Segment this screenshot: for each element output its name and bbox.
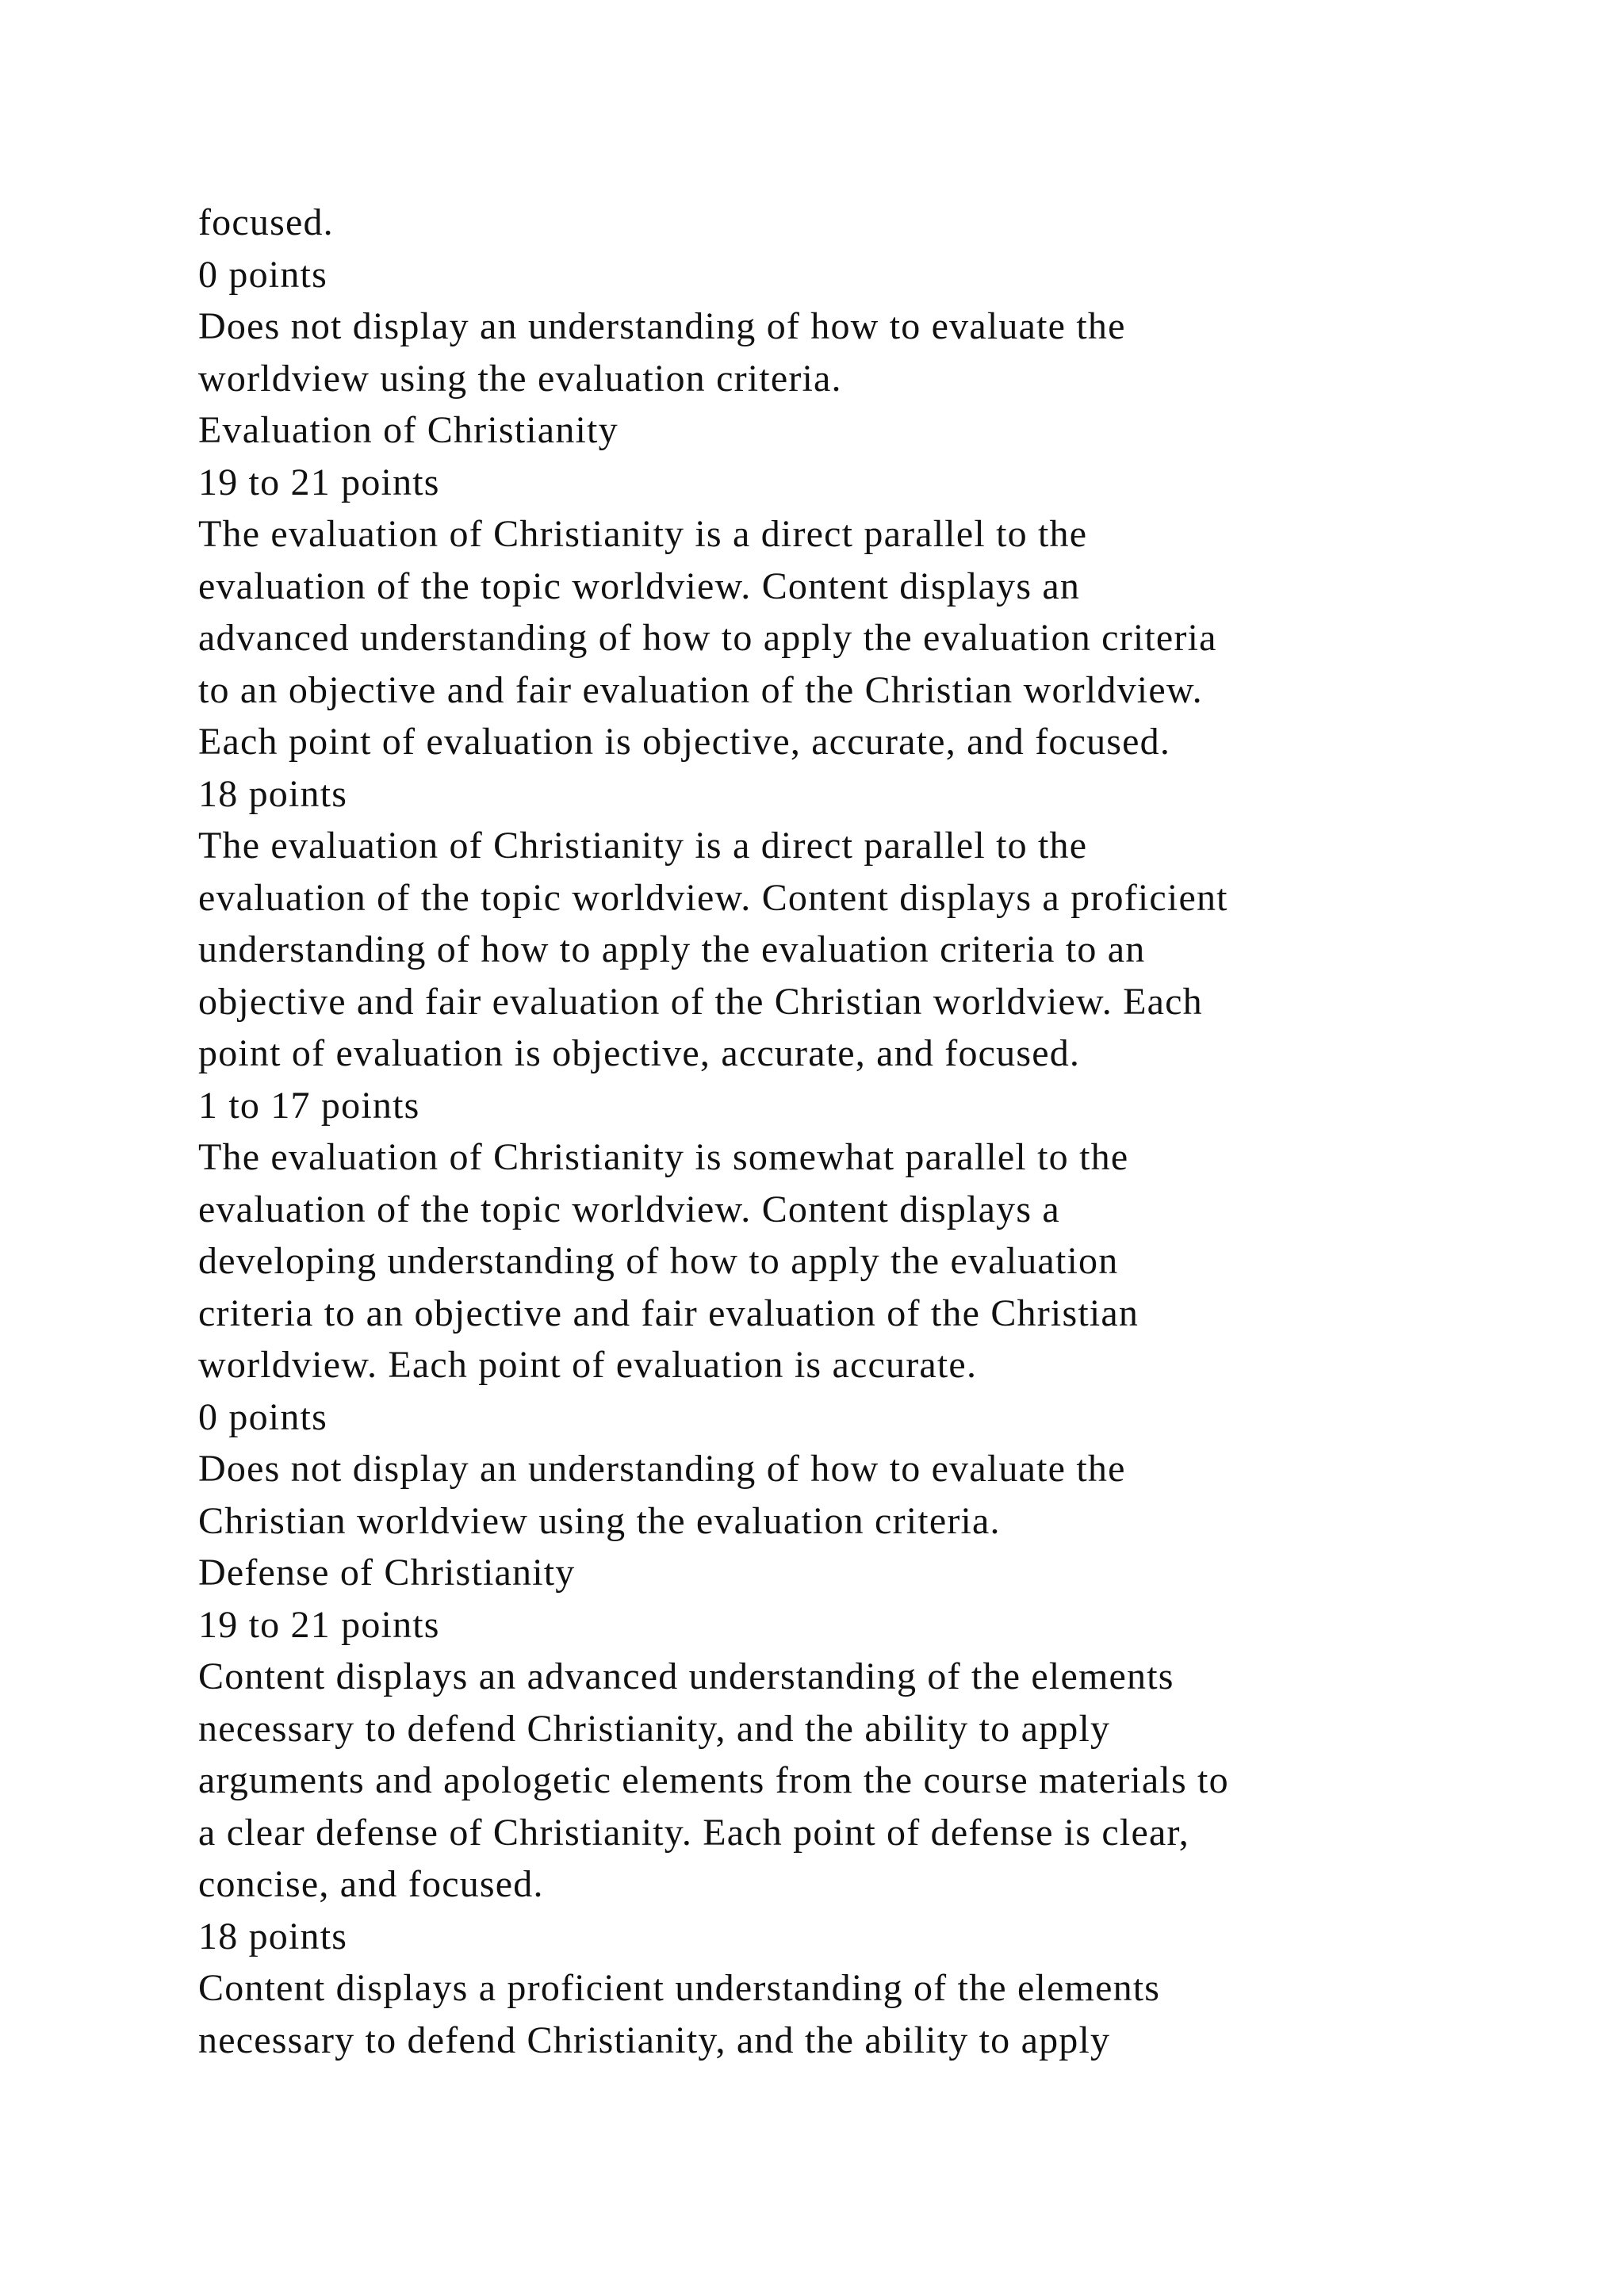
text-line: 1 to 17 points [198, 1084, 420, 1127]
text-line: 18 points [198, 772, 348, 815]
text-line: criteria to an objective and fair evaluation of the Christian [198, 1292, 1139, 1334]
text-line: Does not display an understanding of how to evaluate the [198, 305, 1126, 347]
text-line: 0 points [198, 253, 327, 296]
text-line: evaluation of the topic worldview. Content displays a proficient [198, 876, 1228, 919]
text-line: point of evaluation is objective, accurate, and focused. [198, 1032, 1081, 1074]
text-line: a clear defense of Christianity. Each point of defense is clear, [198, 1811, 1189, 1854]
text-line: objective and fair evaluation of the Christian worldview. Each [198, 980, 1203, 1023]
text-line: developing understanding of how to apply the evaluation [198, 1240, 1119, 1282]
text-line: worldview. Each point of evaluation is accurate. [198, 1344, 978, 1386]
text-line: necessary to defend Christianity, and the ability to apply [198, 2019, 1111, 2061]
text-line: Content displays an advanced understanding of the elements [198, 1655, 1174, 1697]
text-line: 19 to 21 points [198, 1603, 440, 1646]
text-line: arguments and apologetic elements from the course materials to [198, 1759, 1229, 1801]
text-line: Content displays a proficient understanding of the elements [198, 1967, 1161, 2009]
text-line: The evaluation of Christianity is a direct parallel to the [198, 513, 1088, 555]
text-line: worldview using the evaluation criteria. [198, 357, 842, 400]
text-line: necessary to defend Christianity, and the ability to apply [198, 1707, 1111, 1750]
text-line: concise, and focused. [198, 1863, 544, 1905]
text-line: advanced understanding of how to apply the evaluation criteria [198, 617, 1217, 659]
text-line: 18 points [198, 1915, 348, 1957]
section-heading: Evaluation of Christianity [198, 409, 619, 451]
text-line: evaluation of the topic worldview. Content displays an [198, 564, 1081, 607]
section-heading: Defense of Christianity [198, 1552, 576, 1594]
text-line: evaluation of the topic worldview. Content displays a [198, 1188, 1060, 1230]
text-line: to an objective and fair evaluation of the Christian worldview. [198, 668, 1203, 711]
text-line: Each point of evaluation is objective, accurate, and focused. [198, 721, 1171, 763]
text-line: The evaluation of Christianity is a direct parallel to the [198, 825, 1088, 867]
text-line: 19 to 21 points [198, 461, 440, 503]
text-line: focused. [198, 201, 334, 243]
text-line: Christian worldview using the evaluation criteria. [198, 1499, 1001, 1542]
text-line: The evaluation of Christianity is somewhat parallel to the [198, 1136, 1129, 1178]
text-line: Does not display an understanding of how to evaluate the [198, 1448, 1126, 1490]
text-line: 0 points [198, 1395, 327, 1438]
document-text [198, 197, 1546, 2066]
text-line: understanding of how to apply the evaluation criteria to an [198, 928, 1146, 970]
